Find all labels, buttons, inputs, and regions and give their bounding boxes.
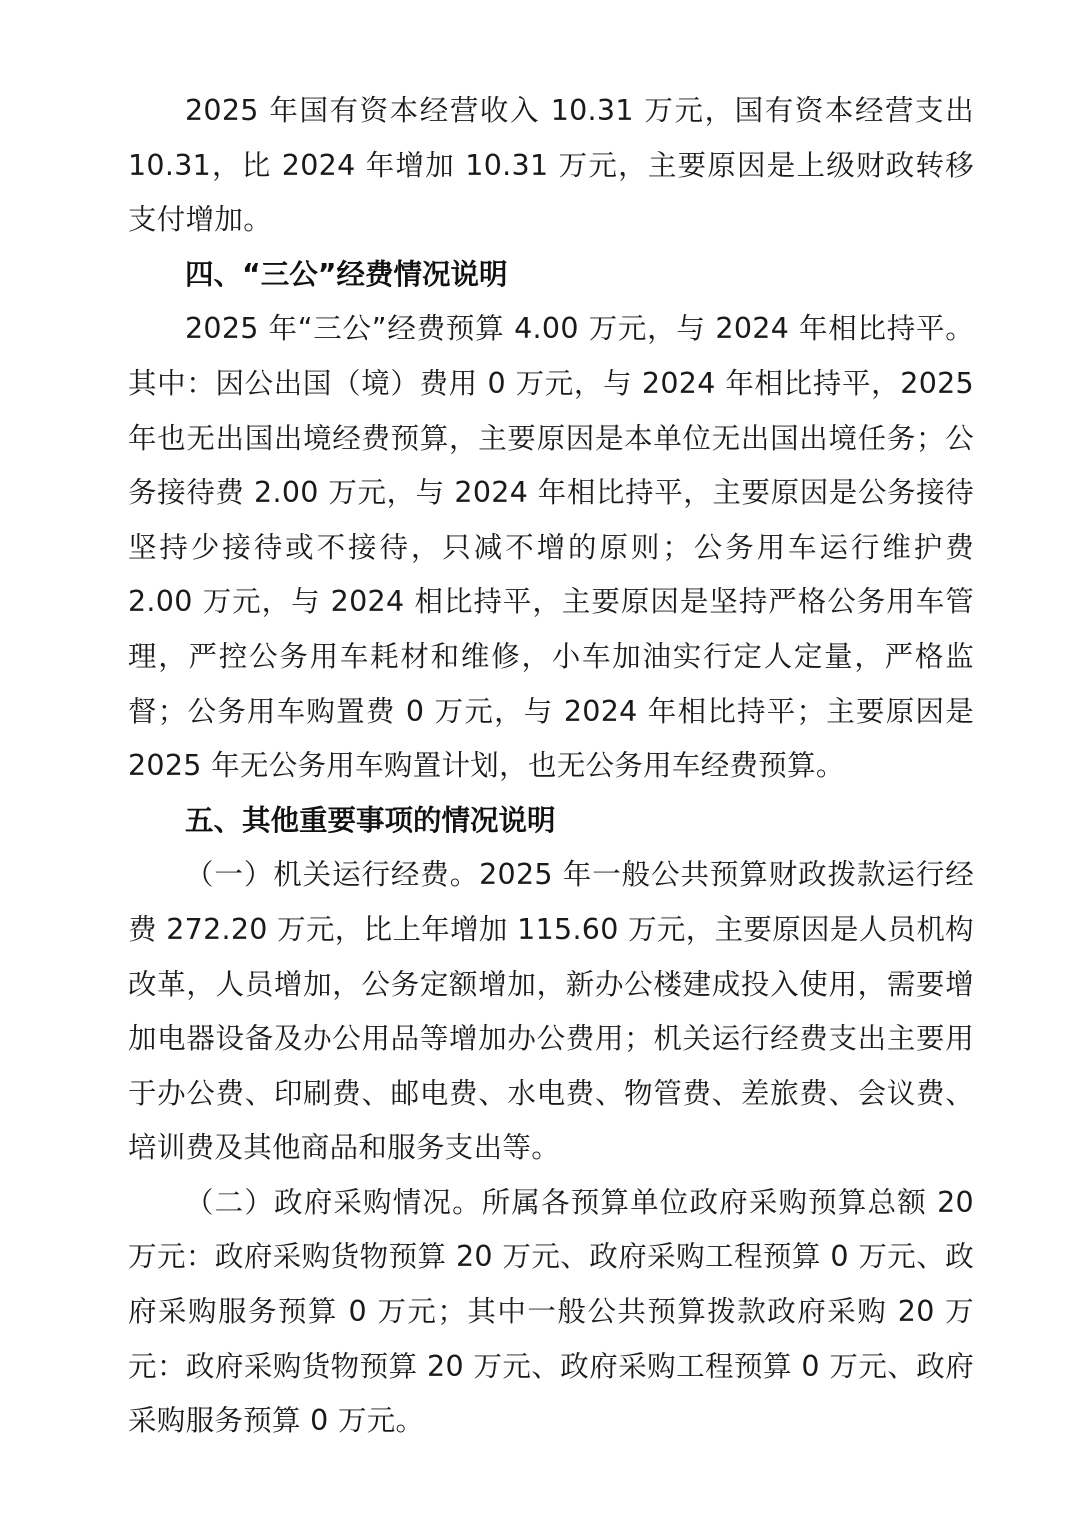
paragraph-operating-expenses: （一）机关运行经费。2025 年一般公共预算财政拨款运行经费 272.20 万元，比上年增加 115.60 万元，主要原因是人员机构改革，人员增加，公务定额增加，新办公楼建成投入使用，需要增加电器设备及办公用品等增加办公费用；机关运行经费支出主要用于办公费、印刷费、邮电费、水电费、物管费、差旅费、会议费、培训费及其他商品和服务支出等。 — [128, 858, 974, 1165]
paragraph-three-public-budget: 2025 年“三公”经费预算 4.00 万元，与 2024 年相比持平。其中：因公出国（境）费用 0 万元，与 2024 年相比持平，2025 年也无出国出境经费预算，主要原因是本单位无出国出境任务；公务接待费 2.00 万元，与 2024 年相比持平，主要原因是公务接待坚持少接待或不接待，只减不增的原则；公务用车运行维护费 2.00 万元，与 2024 相比持平，主要原因是坚持严格公务用车管理，严控公务用车耗材和维修，小车加油实行定人定量，严格监督；公务用车购置费 0 万元，与 2024 年相比持平；主要原因是 2025 年无公务用车购置计划，也无公务用车经费预算。 — [128, 312, 974, 783]
document-body — [128, 84, 974, 1449]
section-heading-three-public: 四、“三公”经费情况说明 — [185, 257, 508, 291]
paragraph-government-procurement: （二）政府采购情况。所属各预算单位政府采购预算总额 20 万元：政府采购货物预算 20 万元、政府采购工程预算 0 万元、政府采购服务预算 0 万元；其中一般公共预算拨款政府采购 20 万元：政府采购货物预算 20 万元、政府采购工程预算 0 万元、政府采购服务预算 0 万元。 — [128, 1185, 974, 1438]
paragraph-state-capital: 2025 年国有资本经营收入 10.31 万元，国有资本经营支出 10.31，比 2024 年增加 10.31 万元，主要原因是上级财政转移支付增加。 — [128, 94, 974, 237]
section-heading-other-matters: 五、其他重要事项的情况说明 — [185, 803, 556, 837]
